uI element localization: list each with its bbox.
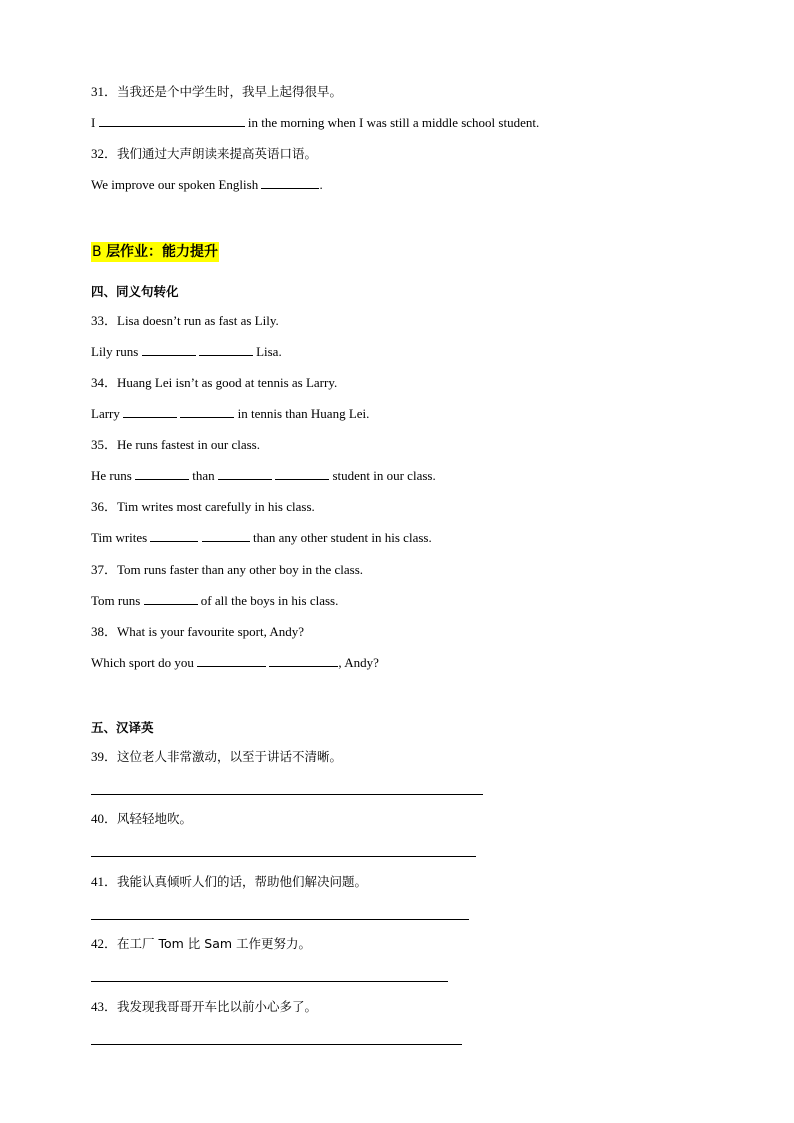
question-text: 这位老人非常激动，以至于讲话不清晰。 — [117, 749, 343, 764]
question-35-answer — [91, 468, 436, 484]
question-number: 43． — [91, 999, 118, 1014]
question-number: 31． — [91, 84, 118, 99]
sentence-end: in the morning when I was still a middle school student. — [247, 115, 540, 130]
question-34-answer — [91, 406, 369, 422]
question-32-prompt — [91, 146, 317, 162]
sentence-start: I — [91, 115, 96, 130]
section-b-letter: B — [92, 244, 107, 260]
answer-blank[interactable] — [199, 344, 253, 356]
answer-blank[interactable] — [135, 468, 189, 480]
question-32-answer — [91, 177, 323, 193]
answer-blank[interactable] — [275, 468, 329, 480]
question-text: 我们通过大声朗读来提高英语口语。 — [117, 146, 318, 161]
answer-blank[interactable] — [218, 468, 272, 480]
answer-blank[interactable] — [150, 530, 198, 542]
section-b-heading — [91, 242, 219, 262]
answer-blank[interactable] — [142, 344, 196, 356]
question-number: 39． — [91, 749, 118, 764]
question-38-source: 38．What is your favourite sport, Andy? — [91, 624, 305, 639]
answer-blank[interactable] — [123, 406, 177, 418]
question-34-source: 34．Huang Lei isn’t as good at tennis as Larry. — [91, 375, 338, 390]
question-number: 42． — [91, 936, 118, 951]
question-38-answer — [91, 655, 379, 671]
answer-line[interactable] — [91, 981, 448, 982]
sentence-start: Which sport do you — [91, 655, 194, 670]
sentence-start: Tom runs — [91, 593, 141, 608]
answer-blank[interactable] — [261, 177, 319, 189]
question-number: 41． — [91, 874, 118, 889]
answer-blank[interactable] — [144, 593, 198, 605]
answer-line[interactable] — [91, 1044, 462, 1045]
answer-blank[interactable] — [197, 655, 266, 667]
question-42-prompt — [91, 936, 311, 952]
sentence-end: of all the boys in his class. — [200, 593, 339, 608]
question-text: 风轻轻地吹。 — [117, 811, 193, 826]
answer-blank[interactable] — [269, 655, 338, 667]
sentence-end: student in our class. — [332, 468, 436, 483]
question-number: 40． — [91, 811, 118, 826]
section-5-title: 五、汉译英 — [91, 720, 154, 735]
sentence-start: We improve our spoken English — [91, 177, 259, 192]
sentence-end: than any other student in his class. — [252, 530, 432, 545]
question-37-answer — [91, 593, 338, 609]
section-b-title: 层作业：能力提升 — [106, 244, 219, 260]
question-text: 在工厂 Tom 比 Sam 工作更努力。 — [117, 936, 312, 951]
answer-blank[interactable] — [202, 530, 250, 542]
question-31-prompt — [91, 84, 342, 100]
answer-blank[interactable] — [99, 115, 245, 127]
question-37-source: 37．Tom runs faster than any other boy in the class. — [91, 562, 364, 577]
question-36-source: 36．Tim writes most carefully in his class. — [91, 499, 315, 514]
answer-line[interactable] — [91, 794, 483, 795]
question-text: 我能认真倾听人们的话，帮助他们解决问题。 — [117, 874, 368, 889]
answer-line[interactable] — [91, 856, 476, 857]
question-43-prompt — [91, 999, 317, 1015]
question-31-answer — [91, 115, 539, 131]
sentence-start: Tim writes — [91, 530, 148, 545]
question-33-answer — [91, 344, 282, 360]
question-number: 32． — [91, 146, 118, 161]
question-41-prompt — [91, 874, 367, 890]
answer-line[interactable] — [91, 919, 469, 920]
sentence-end: , Andy? — [338, 655, 379, 670]
question-39-prompt — [91, 749, 342, 765]
sentence-start: Lily runs — [91, 344, 139, 359]
sentence-end: in tennis than Huang Lei. — [237, 406, 370, 421]
question-40-prompt — [91, 811, 192, 827]
question-35-source: 35．He runs fastest in our class. — [91, 437, 260, 452]
question-text: 我发现我哥哥开车比以前小心多了。 — [117, 999, 318, 1014]
sentence-end: . — [319, 177, 323, 192]
sentence-middle: than — [192, 468, 215, 483]
answer-blank[interactable] — [180, 406, 234, 418]
sentence-end: Lisa. — [256, 344, 282, 359]
question-text: 当我还是个中学生时，我早上起得很早。 — [117, 84, 343, 99]
section-4-title: 四、同义句转化 — [91, 284, 179, 299]
question-36-answer — [91, 530, 432, 546]
sentence-start: He runs — [91, 468, 132, 483]
question-33-source: 33．Lisa doesn’t run as fast as Lily. — [91, 313, 279, 328]
sentence-start: Larry — [91, 406, 120, 421]
